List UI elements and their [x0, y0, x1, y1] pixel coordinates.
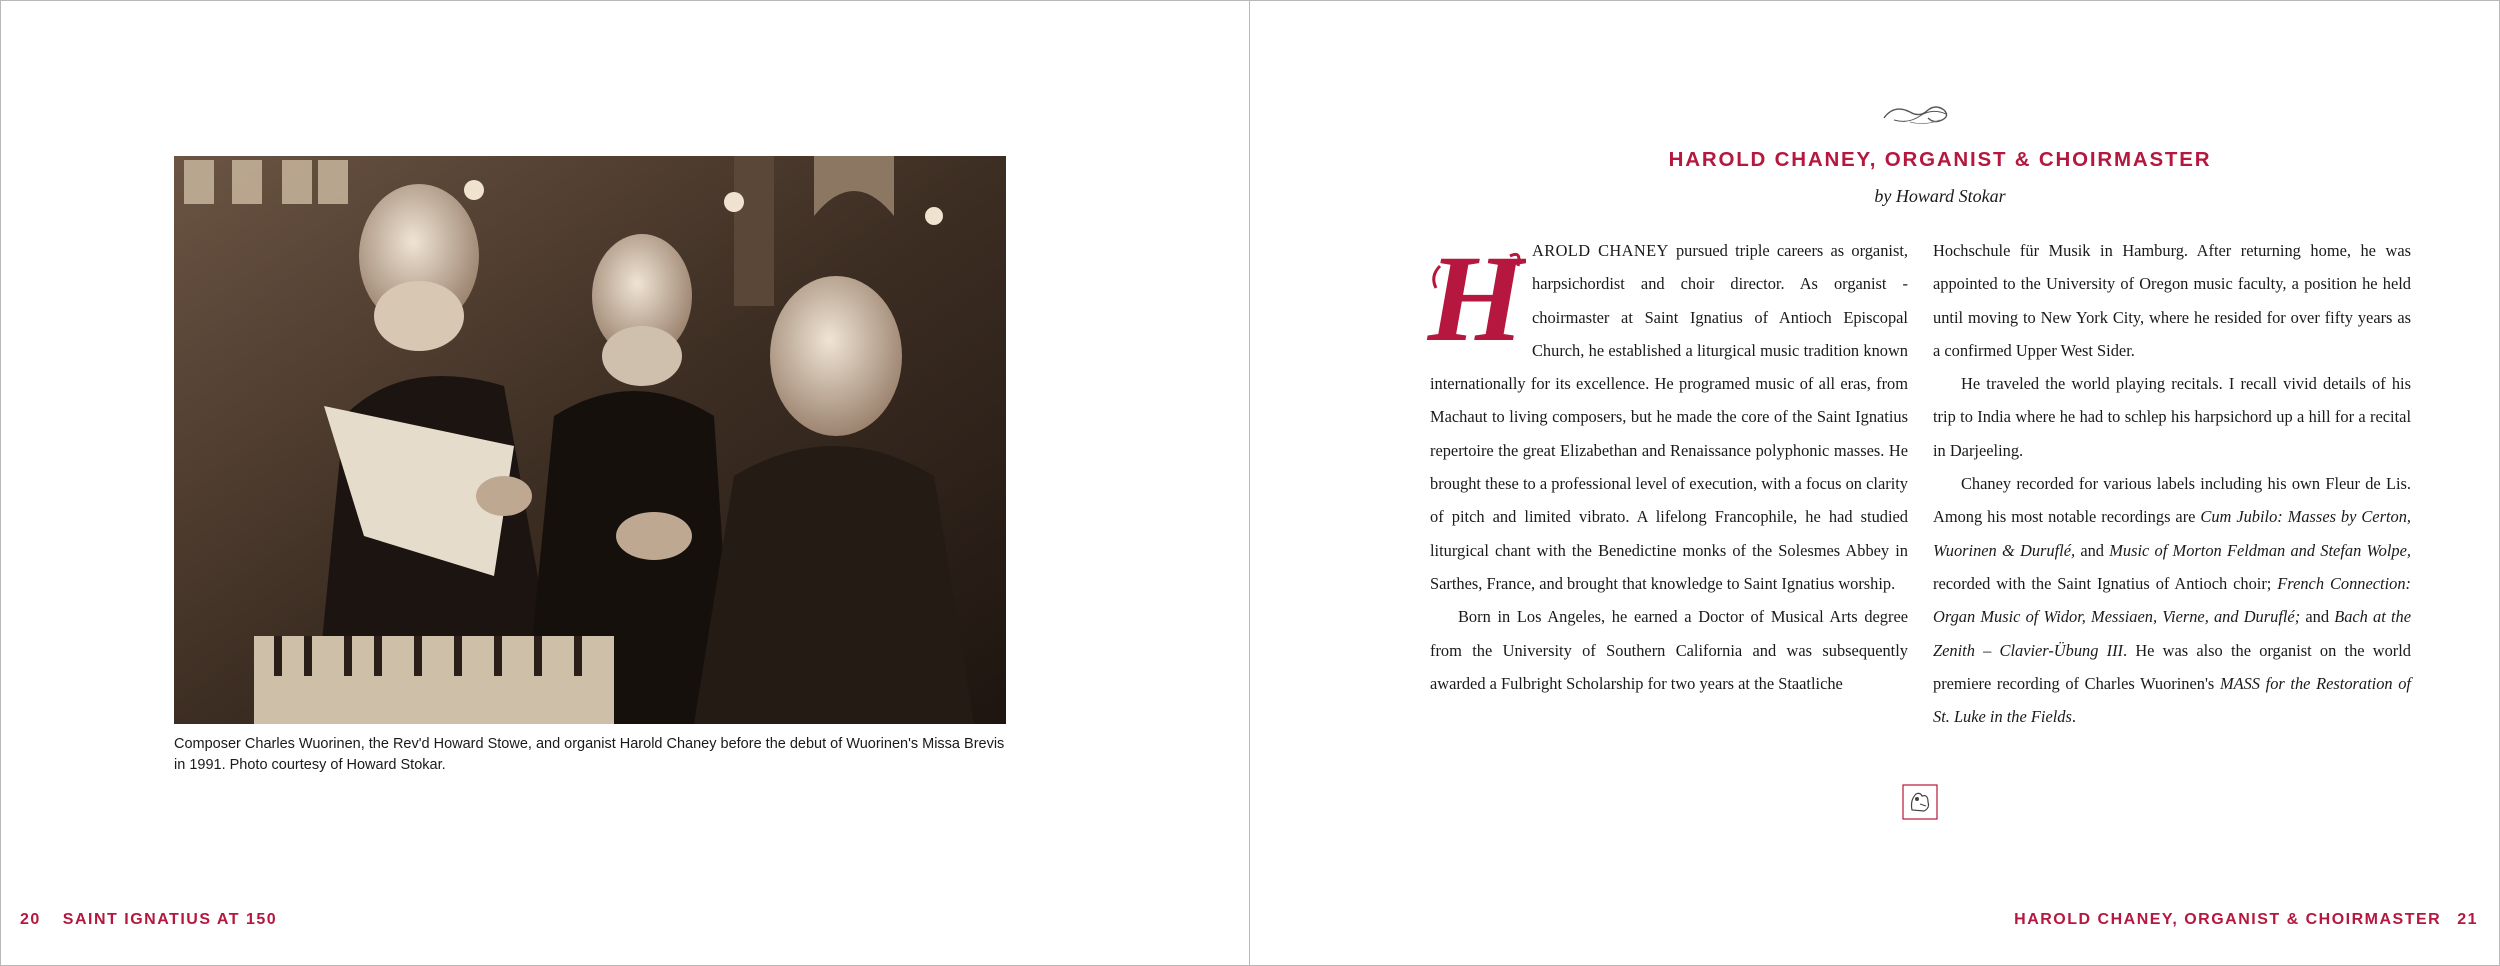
recording-title-1: Cum Jubilo: Masses by Certon, Wuorinen & Duruflé,: [1933, 507, 2411, 560]
drop-cap: [1426, 236, 1526, 364]
paragraph-4: He traveled the world playing recitals. I recall vivid details of his trip to India where he had to schlep his harpsichord up a hill for a recital in Darjeeling.: [1933, 374, 2411, 460]
article-byline: by Howard Stokar: [1874, 186, 2006, 206]
recording-title-3: French Connection: Organ Music of Widor, Messiaen, Vierne, and Duruflé;: [1933, 573, 2411, 627]
sepia-photo: [174, 156, 1006, 724]
left-folio: [20, 911, 277, 929]
text-column-1: [1427, 234, 1908, 700]
recording-title-4: Bach at the Zenith – Clavier-Übung III: [1933, 607, 2411, 660]
page-number-right: 21: [2457, 911, 2478, 928]
article-headline: HAROLD CHANEY, ORGANIST & CHOIRMASTER: [1668, 148, 2212, 171]
page-number-left: 20: [20, 911, 41, 928]
gutter-line: [1249, 0, 1250, 966]
flourish-ornament-icon: [1880, 100, 1956, 128]
right-folio: [2014, 911, 2478, 929]
paragraph-5: [1933, 467, 2411, 733]
drop-cap-letter: H: [1427, 236, 1525, 364]
paragraph-5-e: . He was also the organist on the world premiere recording of Charles Wuorinen's: [1933, 640, 2411, 693]
recording-title-5: MASS for the Restoration of St. Luke in the Fields: [1933, 673, 2411, 727]
church-seal-icon: [1902, 784, 1938, 820]
paragraph-5-b: and: [2075, 540, 2110, 560]
paragraph-5-a: Chaney recorded for various labels including his own Fleur de Lis. Among his most notable recordings are: [1933, 474, 2411, 527]
photo-illustration: [174, 156, 1006, 724]
text-column-2: [1933, 234, 2411, 733]
paragraph-1-text: pursued triple careers as organist, harpsichordist and choir director. As organist - choirmaster at Saint Ignatius of Antioch Episcopal Church, he established a liturgical music tradition known internationally for its excellence. He programed music of all eras, from Machaut to living composers, but he made the core of the Saint Ignatius repertoire the great Elizabethan and Renaissance polyphonic masses. He brought these to a professional level of execution, with a focus on clarity of pitch and limited vibrato. A lifelong Francophile, he had studied liturgical chant with the Benedictine monks of the Solesmes Abbey in Sarthes, France, and brought that knowledge to Saint Ignatius worship.: [1430, 241, 1908, 593]
paragraph-3: Hochschule für Musik in Hamburg. After returning home, he was appointed to the University of Oregon music faculty, a position he held until moving to New York City, where he resided for over fifty years as a confirmed Upper West Sider.: [1933, 241, 2411, 360]
paragraph-1: [1427, 234, 1908, 600]
paragraph-5-d: and: [2300, 607, 2335, 627]
paragraph-5-f: .: [2071, 707, 2076, 727]
photo-caption: Composer Charles Wuorinen, the Rev'd Howard Stowe, and organist Harold Chaney before the debut of Wuorinen's Missa Brevis in 1991. Photo courtesy of Howard Stokar.: [174, 736, 1005, 773]
recording-title-2: Music of Morton Feldman and Stefan Wolpe,: [2109, 540, 2411, 560]
paragraph-5-c: recorded with the Saint Ignatius of Antioch choir;: [1933, 573, 2278, 593]
running-title-right: HAROLD CHANEY, ORGANIST & CHOIRMASTER: [2014, 911, 2442, 928]
running-title-left: SAINT IGNATIUS AT 150: [62, 911, 278, 928]
lead-in-smallcaps: AROLD CHANEY: [1532, 241, 1669, 260]
paragraph-2: Born in Los Angeles, he earned a Doctor of Musical Arts degree from the University of Southern California and was subsequently awarded a Fulbright Scholarship for two years at the Staatliche: [1430, 607, 1908, 693]
